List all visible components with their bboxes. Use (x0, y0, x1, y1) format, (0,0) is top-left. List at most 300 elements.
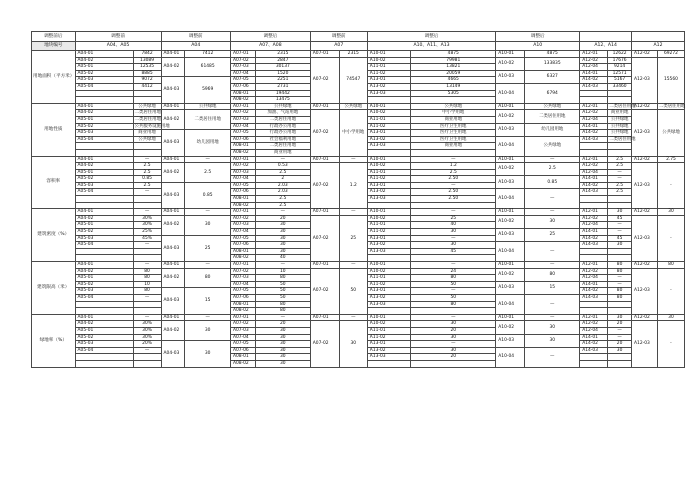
plot-value-cell: — (339, 209, 367, 216)
plot-value-cell: 二类居住用地 (185, 110, 231, 130)
plot-value-cell: 40 (255, 255, 310, 262)
section-label: 建筑限高（米） (32, 262, 76, 315)
plot-code-cell: A07-01 (230, 156, 255, 163)
plot-code-cell: A10-02 (367, 268, 411, 275)
plot-value-cell: — (525, 189, 580, 209)
plot-code-cell: A05-03 (75, 130, 133, 137)
plot-code-cell (75, 196, 133, 203)
plot-value-cell: 9072 (133, 77, 161, 84)
plot-code-cell: A12-02 (632, 156, 658, 163)
plot-value-cell (133, 248, 161, 255)
plot-code-cell: A04-01 (75, 262, 133, 269)
plot-value-cell: — (608, 275, 632, 282)
plot-value-cell (133, 196, 161, 203)
plot-value-cell: 10 (133, 281, 161, 288)
plot-code-cell (580, 90, 608, 97)
plot-value-cell: 20 (608, 341, 632, 348)
plot-code-cell: A05-02 (75, 334, 133, 341)
plot-value-cell: 20 (255, 215, 310, 222)
plot-value-cell: — (133, 209, 161, 216)
plot-code-cell: A07-02 (310, 110, 339, 156)
header-plots-a07-a08: A07、A08 (230, 42, 310, 51)
plot-code-cell: A11-02 (367, 176, 411, 183)
plot-code-cell: A10-03 (496, 70, 525, 83)
plot-code-cell: A04-01 (161, 262, 185, 269)
plot-value-cell (133, 143, 161, 150)
plot-code-cell: A07-04 (230, 334, 255, 341)
plot-code-cell: A14-03 (580, 294, 608, 301)
plot-code-cell: A13-01 (367, 341, 411, 348)
plot-value-cell: 0.85 (133, 176, 161, 183)
plot-value-cell: 30 (608, 242, 632, 249)
plot-value-cell: 2.50 (411, 196, 496, 203)
plot-code-cell: A11-02 (367, 70, 411, 77)
plot-code-cell: A04-01 (75, 156, 133, 163)
plot-code-cell: A12-02 (580, 268, 608, 275)
plot-value-cell: 12571 (608, 70, 632, 77)
empty-cell (608, 97, 632, 104)
plot-value-cell: - (657, 215, 684, 261)
plot-code-cell: A10-04 (496, 347, 525, 367)
empty-cell (133, 255, 161, 262)
plot-value-cell: 20 (255, 321, 310, 328)
plot-value-cell: 6794 (525, 83, 580, 103)
header-plots-a12: A12 (632, 42, 685, 51)
plot-value-cell: 2.5 (185, 163, 231, 183)
plot-value-cell: — (411, 182, 496, 189)
plot-code-cell: A11-01 (367, 116, 411, 123)
plot-code-cell: A07-01 (230, 314, 255, 321)
header-plots-a04-a05: A04、A05 (75, 42, 161, 51)
plot-code-cell: A07-06 (230, 347, 255, 354)
plot-code-cell: A14-02 (580, 288, 608, 295)
plot-value-cell: 公共绿地 (657, 110, 684, 156)
plot-value-cell: 50 (411, 294, 496, 301)
header-row-plot-numbers (32, 42, 685, 51)
header-before-a07: 调整前 (310, 32, 367, 42)
plot-value-cell: — (608, 222, 632, 229)
plot-code-cell (75, 143, 133, 150)
planning-adjustment-table-sheet (31, 31, 685, 368)
empty-cell (367, 149, 411, 156)
plot-code-cell (580, 143, 608, 150)
plot-value-cell: — (608, 281, 632, 288)
plot-value-cell: 公共服务设施用地 (134, 123, 170, 129)
plot-code-cell: A10-03 (496, 334, 525, 347)
plot-value-cell: 13149 (411, 83, 496, 90)
plot-code-cell: A13-02 (367, 83, 411, 90)
plot-value-cell: 24 (411, 268, 496, 275)
plot-code-cell: A07-05 (230, 235, 255, 242)
plot-code-cell: A07-03 (230, 327, 255, 334)
plot-code-cell: A05-04 (75, 347, 133, 354)
plot-code-cell: A14-03 (580, 242, 608, 249)
plot-value-cell: 幼儿园用地 (185, 130, 231, 156)
empty-cell (75, 149, 133, 156)
plot-code-cell: A10-01 (367, 103, 411, 110)
plot-value-cell: 25 (525, 229, 580, 242)
plot-value-cell: — (608, 334, 632, 341)
header-row-adjustment (32, 32, 685, 42)
plot-value-cell: 50 (255, 281, 310, 288)
plot-value-cell: 30137 (255, 64, 310, 71)
plot-value-cell: 13089 (133, 57, 161, 64)
plot-code-cell: A10-04 (496, 83, 525, 103)
plot-value-cell: 二类居住用地 (658, 103, 686, 109)
plot-value-cell: 25 (339, 215, 367, 261)
plot-value-cell: 4875 (525, 51, 580, 58)
plot-value-cell: — (411, 235, 496, 242)
plot-value-cell: 2.5 (608, 182, 632, 189)
plot-code-cell: A10-01 (496, 51, 525, 58)
plot-value-cell: — (608, 327, 632, 334)
plot-code-cell: A07-05 (230, 182, 255, 189)
empty-cell (75, 308, 133, 315)
plot-code-cell: A14-02 (580, 235, 608, 242)
plot-value-cell: 1.2 (411, 163, 496, 170)
plot-code-cell (580, 301, 608, 308)
plot-value-cell: 30 (185, 341, 231, 367)
plot-value-cell: — (525, 294, 580, 314)
header-plots-a04: A04 (161, 42, 230, 51)
plot-value-cell: 80 (185, 268, 231, 288)
plot-code-cell (580, 248, 608, 255)
plot-code-cell: A04-03 (161, 182, 185, 208)
plot-code-cell: A12-02 (580, 110, 608, 117)
plot-code-cell: A07-05 (230, 288, 255, 295)
plot-code-cell: A13-01 (367, 182, 411, 189)
plot-value-cell: 50 (411, 281, 496, 288)
plot-value-cell: 2251 (255, 77, 310, 84)
plot-code-cell: A07-06 (230, 294, 255, 301)
plot-code-cell: A04-01 (161, 51, 185, 58)
plot-code-cell: A08-02 (230, 308, 255, 315)
plot-value-cell: 20059 (411, 70, 496, 77)
plot-value-cell: 45 (411, 248, 496, 255)
plot-value-cell: — (133, 262, 161, 269)
plot-value-cell: 30 (657, 314, 684, 321)
plot-value-cell: — (411, 156, 496, 163)
plot-value-cell: 2.5 (525, 163, 580, 176)
plot-value-cell: 30 (255, 248, 310, 255)
section-label: 绿地率（%） (32, 314, 76, 367)
plot-code-cell: A04-03 (161, 288, 185, 314)
plot-code-cell: A11-01 (367, 222, 411, 229)
plot-value-cell (608, 143, 632, 150)
plot-code-cell: A07-01 (230, 51, 255, 58)
table-row (32, 268, 685, 275)
plot-code-cell: A05-03 (75, 288, 133, 295)
plot-value-cell: — (185, 262, 231, 269)
plot-value-cell: - (657, 321, 684, 367)
plot-value-cell: 二类居住用地 (134, 110, 161, 116)
plot-value-cell: 80 (608, 262, 632, 269)
plot-value-cell: — (255, 156, 310, 163)
plot-code-cell: A07-01 (230, 262, 255, 269)
plot-code-cell: A10-02 (367, 163, 411, 170)
plot-value-cell: 30 (255, 360, 310, 367)
plot-code-cell: A12-02 (580, 215, 608, 222)
plot-code-cell: A11-02 (367, 281, 411, 288)
plot-code-cell: A04-02 (75, 110, 133, 117)
plot-value-cell: 20 (608, 321, 632, 328)
plot-code-cell: A05-04 (75, 294, 133, 301)
plot-value-cell: 2.5 (608, 189, 632, 196)
plot-code-cell: A04-01 (75, 51, 133, 58)
plot-value-cell: 30 (608, 347, 632, 354)
plot-code-cell: A04-02 (75, 268, 133, 275)
plot-code-cell: A12-02 (580, 321, 608, 328)
plot-value-cell: 2847 (255, 57, 310, 64)
plot-code-cell: A14-01 (580, 123, 608, 130)
plot-code-cell: A11-01 (367, 64, 411, 71)
plot-code-cell: A13-03 (367, 301, 411, 308)
plot-value-cell: 30 (255, 334, 310, 341)
plot-value-cell: 医疗卫生用地 (411, 123, 496, 130)
plot-value-cell: 行政办公用地 (255, 130, 310, 137)
plot-code-cell: A04-01 (161, 103, 185, 110)
plot-value-cell: 30% (133, 334, 161, 341)
plot-value-cell: 加油、气站用地 (255, 110, 310, 117)
plot-value-cell: 30 (411, 347, 496, 354)
empty-cell (608, 202, 632, 209)
plot-value-cell: 2.03 (255, 182, 310, 189)
plot-value-cell: 二类居住用地 (609, 103, 636, 109)
plot-value-cell: 2.5 (255, 196, 310, 203)
empty-cell (608, 360, 632, 367)
plot-value-cell: 30 (255, 222, 310, 229)
plot-code-cell: A04-03 (161, 341, 185, 367)
plot-code-cell: A07-02 (230, 163, 255, 170)
plot-code-cell: A10-01 (367, 262, 411, 269)
plot-value-cell (608, 248, 632, 255)
plot-value-cell: 2 (255, 176, 310, 183)
plot-value-cell: — (133, 189, 161, 196)
plot-value-cell: 公共绿地 (411, 103, 496, 110)
plot-code-cell: A10-02 (496, 215, 525, 228)
plot-value-cell: 12622 (608, 51, 632, 58)
plot-code-cell: A07-06 (230, 242, 255, 249)
plot-value-cell: 公共绿地 (185, 103, 231, 110)
plot-value-cell (608, 90, 632, 97)
plot-value-cell: 2.5 (608, 163, 632, 170)
plot-code-cell: A07-02 (230, 268, 255, 275)
plot-value-cell: 20 (411, 354, 496, 361)
plot-value-cell: 行政办公用地 (255, 123, 310, 130)
plot-code-cell: A10-04 (496, 242, 525, 262)
plot-value-cell (133, 301, 161, 308)
plot-code-cell: A05-04 (75, 242, 133, 249)
plot-code-cell: A10-03 (496, 229, 525, 242)
plot-value-cell: 公共绿地 (608, 116, 632, 123)
plot-value-cell: 商业用地 (133, 130, 161, 137)
plot-value-cell: 商业用地 (411, 116, 496, 123)
plot-code-cell: A12-04 (580, 169, 608, 176)
plot-code-cell: A07-01 (310, 209, 339, 216)
plot-code-cell: A05-04 (75, 83, 133, 90)
plot-code-cell: A12-01 (580, 209, 608, 216)
plot-value-cell: 2.75 (657, 156, 684, 163)
plot-value-cell: — (525, 314, 580, 321)
plot-value-cell: 80 (255, 308, 310, 315)
plot-value-cell: 133835 (525, 57, 580, 70)
plot-value-cell: 80 (411, 275, 496, 282)
plot-code-cell: A14-03 (580, 347, 608, 354)
plot-code-cell: A05-01 (75, 275, 133, 282)
empty-cell (411, 255, 496, 262)
plot-code-cell: A12-02 (632, 51, 658, 58)
plot-code-cell: A13-03 (367, 354, 411, 361)
plot-value-cell: 商业用地 (608, 110, 632, 117)
plot-code-cell: A12-03 (632, 215, 658, 261)
plot-code-cell: A12-04 (580, 275, 608, 282)
plot-code-cell: A07-05 (230, 77, 255, 84)
plot-code-cell: A13-01 (367, 77, 411, 84)
plot-value-cell: 30 (608, 209, 632, 216)
empty-cell (367, 360, 411, 367)
table-row (32, 156, 685, 163)
plot-code-cell: A05-01 (75, 64, 133, 71)
plot-value-cell: 33460 (608, 83, 632, 90)
plot-code-cell: A04-03 (161, 235, 185, 261)
plot-code-cell: A10-01 (367, 314, 411, 321)
plot-value-cell (133, 90, 161, 97)
plot-code-cell: A12-01 (580, 314, 608, 321)
plot-value-cell: — (525, 156, 580, 163)
plot-value-cell: — (133, 314, 161, 321)
plot-value-cell: 80 (255, 275, 310, 282)
plot-code-cell: A05-03 (75, 341, 133, 348)
plot-value-cell: 30 (525, 334, 580, 347)
plot-value-cell: 公共绿地 (608, 123, 632, 130)
plot-value-cell: 30 (255, 327, 310, 334)
plot-value-cell: 6327 (525, 70, 580, 83)
plot-code-cell: A04-01 (75, 209, 133, 216)
plot-code-cell: A05-03 (75, 182, 133, 189)
plot-code-cell: A04-02 (75, 163, 133, 170)
plot-code-cell: A10-04 (496, 136, 525, 156)
plot-code-cell: A05-02 (75, 176, 133, 183)
plot-value-cell: — (133, 242, 161, 249)
plot-value-cell: 1.2 (339, 163, 367, 209)
plot-code-cell: A04-01 (75, 103, 133, 110)
plot-code-cell: A04-01 (161, 314, 185, 321)
plot-code-cell: A12-03 (632, 268, 658, 314)
plot-code-cell: A14-02 (580, 182, 608, 189)
plot-value-cell: 医疗卫生用地 (411, 130, 496, 137)
plot-code-cell: A13-03 (367, 248, 411, 255)
header-a12 (632, 32, 685, 42)
plot-code-cell: A10-03 (496, 281, 525, 294)
plot-code-cell (580, 196, 608, 203)
plot-code-cell: A12-03 (632, 321, 658, 367)
plot-value-cell: 15 (525, 281, 580, 294)
plot-code-cell: A04-01 (161, 209, 185, 216)
plot-code-cell: A04-02 (161, 163, 185, 183)
plot-code-cell: A07-02 (230, 215, 255, 222)
empty-cell (367, 97, 411, 104)
plot-value-cell: 2.5 (255, 202, 310, 209)
planning-adjustment-table (31, 31, 685, 368)
plot-code-cell: A14-03 (580, 136, 608, 143)
plot-code-cell: A14-02 (580, 130, 608, 137)
empty-cell (411, 202, 496, 209)
plot-value-cell: 30 (411, 242, 496, 249)
plot-code-cell: A05-02 (75, 70, 133, 77)
table-row (32, 215, 685, 222)
plot-value-cell: 5969 (185, 77, 231, 103)
plot-value-cell: 15560 (657, 57, 684, 103)
plot-code-cell: A10-02 (367, 57, 411, 64)
plot-value-cell: 45% (133, 235, 161, 242)
plot-value-cell: 20 (411, 327, 496, 334)
plot-code-cell: A05-03 (75, 77, 133, 84)
plot-code-cell: A07-06 (230, 136, 255, 143)
plot-value-cell: 15 (185, 288, 231, 314)
plot-code-cell: A14-02 (580, 341, 608, 348)
plot-code-cell: A07-01 (310, 103, 339, 110)
plot-code-cell: A04-02 (161, 57, 185, 77)
plot-code-cell: A10-04 (496, 189, 525, 209)
plot-value-cell: 30 (339, 321, 367, 367)
plot-value-cell: 30 (608, 314, 632, 321)
plot-code-cell: A13-02 (367, 242, 411, 249)
plot-code-cell: A07-03 (230, 116, 255, 123)
plot-value-cell: — (339, 314, 367, 321)
plot-code-cell: A10-03 (496, 176, 525, 189)
plot-value-cell: 30 (255, 354, 310, 361)
plot-code-cell: A05-04 (75, 136, 133, 143)
plot-value-cell: 2.5 (608, 156, 632, 163)
plot-code-cell: A05-04 (75, 189, 133, 196)
table-row (32, 163, 685, 170)
plot-value-cell: 0.85 (185, 182, 231, 208)
plot-code-cell: A07-04 (230, 70, 255, 77)
plot-value-cell: 79981 (411, 57, 496, 64)
plot-value-cell: 74547 (339, 57, 367, 103)
plot-value-cell: 30 (255, 347, 310, 354)
plot-code-cell: A05-01 (75, 116, 133, 123)
plot-code-cell: A08-01 (230, 196, 255, 203)
empty-cell (75, 97, 133, 104)
plot-code-cell: A07-02 (310, 163, 339, 209)
plot-code-cell: A07-01 (230, 209, 255, 216)
plot-code-cell: A04-02 (161, 268, 185, 288)
plot-code-cell: A14-01 (580, 229, 608, 236)
plot-value-cell: — (339, 262, 367, 269)
plot-value-cell: 30 (525, 321, 580, 334)
plot-value-cell: 公共绿地 (255, 103, 310, 110)
plot-code-cell: A12-02 (632, 209, 658, 216)
plot-code-cell: A10-01 (496, 262, 525, 269)
plot-value-cell: 7412 (185, 51, 231, 58)
plot-code-cell: A10-01 (496, 156, 525, 163)
empty-cell (580, 97, 608, 104)
plot-code-cell: A12-04 (580, 327, 608, 334)
plot-code-cell: A07-01 (310, 262, 339, 269)
plot-value-cell: 2.5 (133, 169, 161, 176)
plot-code-cell: A12-02 (580, 57, 608, 64)
plot-code-cell (580, 354, 608, 361)
plot-value-cell: 80 (608, 268, 632, 275)
plot-code-cell: A07-02 (230, 57, 255, 64)
table-row (32, 209, 685, 216)
plot-code-cell: A07-03 (230, 275, 255, 282)
table-row (32, 51, 685, 58)
header-plots-a10-a11-a13: A10、A11、A13 (367, 42, 496, 51)
empty-cell (75, 255, 133, 262)
plot-code-cell: A12-03 (632, 57, 658, 103)
